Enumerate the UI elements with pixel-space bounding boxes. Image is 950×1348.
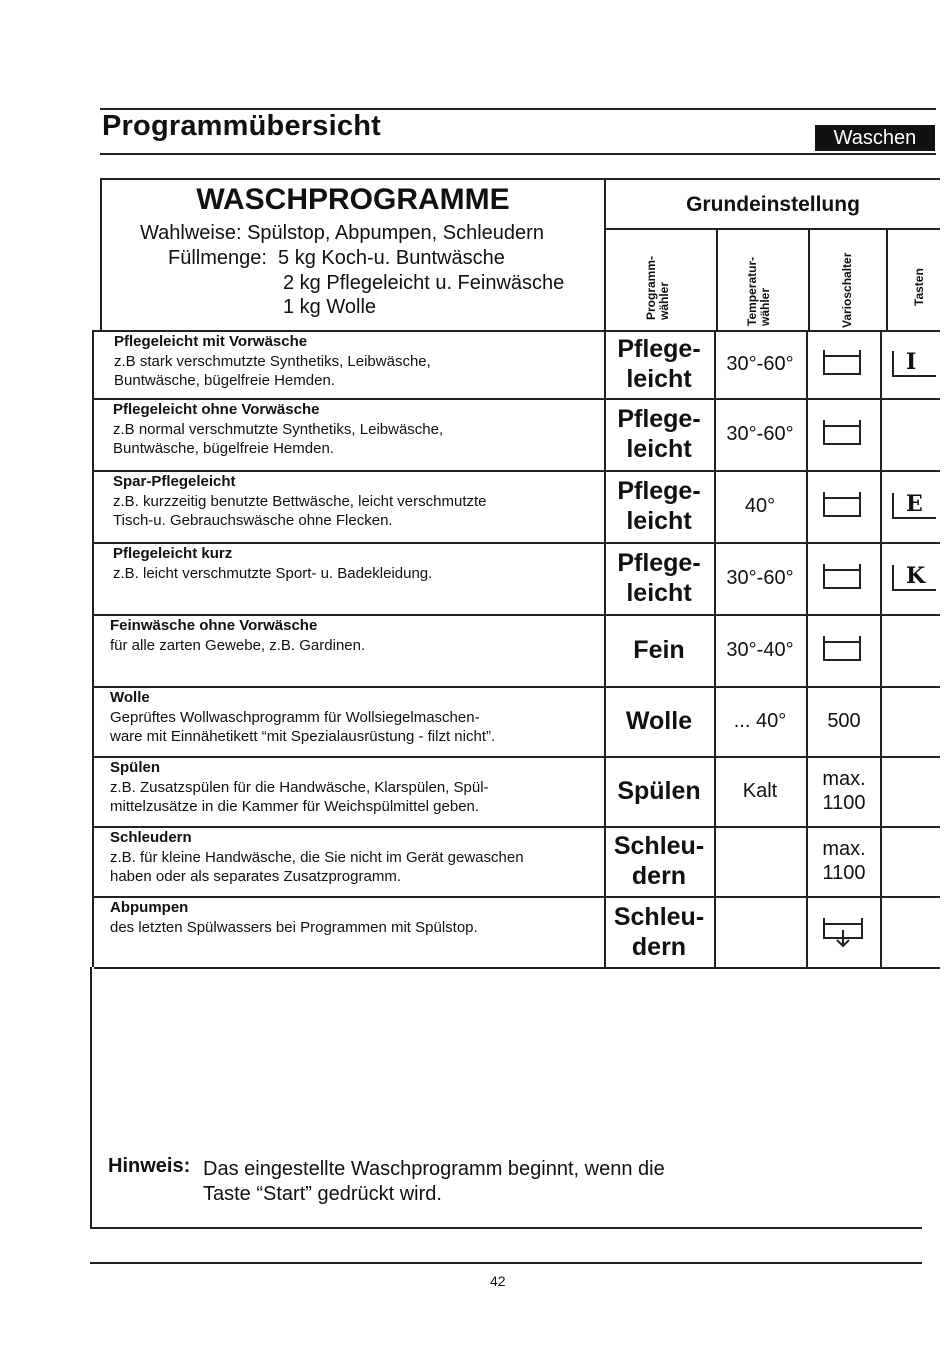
taste-e-icon: E bbox=[892, 491, 936, 521]
row-description: z.B stark verschmutzte Synthetiks, Leibwäsche, Buntwäsche, bügelfreie Hemden. bbox=[114, 353, 431, 389]
header-line-wahlweise: Wahlweise: Spülstop, Abpumpen, Schleudern bbox=[140, 222, 544, 244]
row-title: Pflegeleicht kurz bbox=[113, 545, 233, 562]
temperatur-value: 30°-40° bbox=[726, 639, 794, 661]
table-top-border bbox=[100, 178, 940, 180]
column-programmwaehler: Programm- wähler bbox=[644, 255, 671, 320]
divider-vario-left-hdr bbox=[808, 230, 810, 330]
row-divider bbox=[94, 470, 940, 472]
row-divider bbox=[94, 896, 940, 898]
programm-value: Schleu- dern bbox=[613, 832, 705, 890]
drain-tub-icon bbox=[822, 916, 864, 955]
page-number: 42 bbox=[490, 1273, 506, 1289]
table-title: WASCHPROGRAMME bbox=[196, 183, 510, 216]
bottom-rule bbox=[90, 1262, 922, 1264]
note-text: Das eingestellte Waschprogramm beginnt, wenn die Taste “Start” gedrückt wird. bbox=[203, 1158, 665, 1205]
row-divider bbox=[94, 542, 940, 544]
row-divider bbox=[94, 398, 940, 400]
temperatur-value: Kalt bbox=[742, 780, 778, 802]
divider-temp-left-hdr bbox=[716, 230, 718, 330]
section-badge: Waschen bbox=[815, 125, 935, 151]
temperatur-value: 30°-60° bbox=[726, 353, 794, 375]
temperatur-value: 30°-60° bbox=[726, 423, 794, 445]
column-varioschalter: Varioschalter bbox=[840, 252, 854, 328]
row-divider bbox=[94, 614, 940, 616]
vario-value: 500 bbox=[827, 710, 861, 732]
row-title: Schleudern bbox=[110, 829, 192, 846]
row-title: Spar-Pflegeleicht bbox=[113, 473, 236, 490]
column-tasten: Tasten bbox=[912, 268, 926, 306]
header-line-pflegeleicht: 2 kg Pflegeleicht u. Feinwäsche bbox=[283, 272, 565, 294]
row-description: z.B. für kleine Handwäsche, die Sie nicht im Gerät gewaschen haben oder als separates Zusatzprogramm. bbox=[110, 849, 524, 885]
table-left-border-lower bbox=[90, 967, 92, 1229]
programm-value: Schleu- dern bbox=[613, 902, 705, 961]
row-description: für alle zarten Gewebe, z.B. Gardinen. bbox=[110, 637, 366, 654]
row-description: z.B. Zusatzspülen für die Handwäsche, Klarspülen, Spül- mittelzusätze in die Kammer für Weichspülmittel geben. bbox=[110, 779, 489, 815]
row-description: z.B. leicht verschmutzte Sport- u. Badekleidung. bbox=[113, 565, 433, 582]
programm-value: Pflege- leicht bbox=[617, 335, 701, 393]
programm-value: Fein bbox=[633, 636, 685, 664]
taste-i-icon: I bbox=[892, 349, 936, 379]
grundeinstellung-heading: Grundeinstellung bbox=[686, 193, 860, 216]
tub-icon bbox=[822, 634, 862, 667]
page-title: Programmübersicht bbox=[102, 110, 381, 142]
programm-value: Pflege- leicht bbox=[617, 549, 701, 607]
taste-k-icon: K bbox=[892, 563, 936, 593]
row-title: Pflegeleicht mit Vorwäsche bbox=[114, 333, 308, 350]
vario-value: max. 1100 bbox=[822, 838, 866, 884]
tub-icon bbox=[822, 490, 862, 523]
programm-value: Pflege- leicht bbox=[617, 405, 701, 463]
programm-value: Pflege- leicht bbox=[617, 477, 701, 535]
row-description: z.B. kurzzeitig benutzte Bettwäsche, leicht verschmutzte Tisch-u. Gebrauchswäsche ohne Flecken. bbox=[113, 493, 487, 529]
row-divider bbox=[94, 967, 940, 969]
tub-icon bbox=[822, 348, 862, 381]
row-divider bbox=[94, 826, 940, 828]
tub-icon bbox=[822, 562, 862, 595]
header-line-wolle: 1 kg Wolle bbox=[283, 296, 377, 318]
divider-tasten-left-hdr bbox=[886, 230, 888, 330]
vario-value: max. 1100 bbox=[822, 768, 866, 814]
temperatur-value: ... 40° bbox=[733, 710, 787, 732]
row-divider bbox=[94, 330, 940, 332]
header-line-fuellmenge: Füllmenge: 5 kg Koch-u. Buntwäsche bbox=[168, 247, 505, 269]
programm-value: Spülen bbox=[617, 777, 701, 805]
row-title: Spülen bbox=[110, 759, 161, 776]
row-description: z.B normal verschmutzte Synthetiks, Leibwäsche, Buntwäsche, bügelfreie Hemden. bbox=[113, 421, 444, 457]
table-bottom-border bbox=[90, 1227, 922, 1229]
row-title: Wolle bbox=[110, 689, 150, 706]
note-label: Hinweis: bbox=[108, 1155, 191, 1177]
row-title: Pflegeleicht ohne Vorwäsche bbox=[113, 401, 320, 418]
row-divider bbox=[94, 686, 940, 688]
programm-value: Wolle bbox=[625, 707, 693, 735]
temperatur-value: 40° bbox=[744, 495, 776, 517]
column-temperaturwaehler: Temperatur- wähler bbox=[745, 256, 772, 326]
row-title: Feinwäsche ohne Vorwäsche bbox=[110, 617, 318, 634]
table-left-border-middle bbox=[92, 330, 94, 967]
tub-icon bbox=[822, 418, 862, 451]
title-underline bbox=[100, 153, 936, 155]
row-title: Abpumpen bbox=[110, 899, 189, 916]
temperatur-value: 30°-60° bbox=[726, 567, 794, 589]
row-description: Geprüftes Wollwaschprogramm für Wollsiegelmaschen- ware mit Einnähetikett “mit Spezialausrüstung - filzt nicht”. bbox=[110, 709, 496, 745]
row-description: des letzten Spülwassers bei Programmen mit Spülstop. bbox=[110, 919, 478, 936]
row-divider bbox=[94, 756, 940, 758]
grund-underline bbox=[606, 228, 940, 230]
